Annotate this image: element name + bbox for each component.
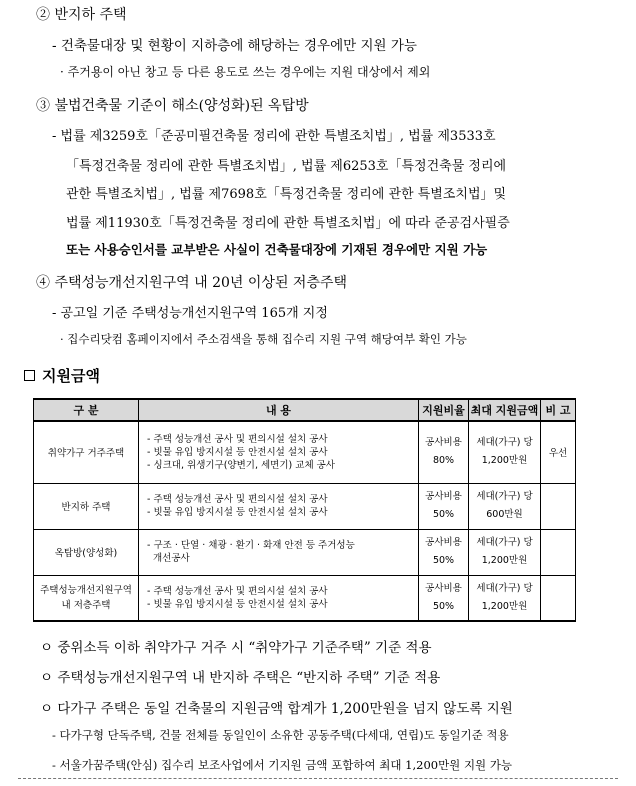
content-line: - 주택 성능개선 공사 및 편의시설 설치 공사 (147, 494, 328, 505)
amount-label: 세대(가구) 당 (476, 582, 533, 594)
header-content: 내 용 (139, 399, 419, 421)
item3-line3: 관한 특별조치법」, 법률 제7698호「특정건축물 정리에 관한 특별조치법」및 (66, 187, 507, 202)
row-content (139, 483, 419, 529)
note-1: ㅇ 중위소득 이하 취약가구 거주 시 “취약가구 기준주택” 기준 적용 (40, 640, 432, 656)
row-category: 취약가구 거주주택 (34, 421, 139, 483)
ratio-label: 공사비용 (425, 582, 462, 594)
item2-line2: · 주거용이 아닌 창고 등 다른 용도로 쓰는 경우에는 지원 대상에서 제외 (60, 65, 431, 79)
row-content (139, 421, 419, 483)
amount-value: 1,200만원 (481, 600, 528, 612)
note-5: - 서울가꿈주택(안심) 집수리 보조사업에서 기지원 금액 포함하여 최대 1,200만원 지원 가능 (52, 758, 513, 772)
row-note: 우선 (541, 421, 576, 483)
ratio-label: 공사비용 (425, 537, 462, 548)
table-header-row (34, 399, 576, 421)
table-row (34, 575, 576, 621)
ratio-value: 50% (432, 555, 455, 566)
row-content (139, 529, 419, 575)
bottom-divider (18, 778, 618, 779)
row-note (541, 575, 576, 621)
content-line: - 구조 · 단열 · 채광 · 환기 · 화재 안전 등 주거성능 (147, 540, 355, 551)
ratio-value: 80% (432, 455, 455, 467)
row-amount (469, 575, 541, 621)
note-3: ㅇ 다가구 주택은 동일 건축물의 지원금액 합계가 1,200만원을 넘지 않도록 지원 (40, 701, 513, 717)
content-line: - 주택 성능개선 공사 및 편의시설 설치 공사 (147, 585, 328, 597)
row-ratio (419, 575, 469, 621)
row-note (541, 529, 576, 575)
row-category: 주택성능개선지원구역 내 저층주택 (34, 575, 139, 621)
note-2: ㅇ 주택성능개선지원구역 내 반지하 주택은 “반지하 주택” 기준 적용 (40, 670, 441, 686)
item3-line4: 법률 제11930호「특정건축물 정리에 관한 특별조치법」에 따라 준공검사필증 (66, 216, 510, 231)
row-category: 반지하 주택 (34, 483, 139, 529)
row-note (541, 483, 576, 529)
item4-heading: ④ 주택성능개선지원구역 내 20년 이상된 저층주택 (36, 275, 348, 291)
row-ratio (419, 421, 469, 483)
header-category: 구 분 (34, 399, 139, 421)
item3-line1: - 법률 제3259호「준공미필건축물 정리에 관한 특별조치법」, 법률 제3533호 (52, 129, 496, 144)
row-amount (469, 529, 541, 575)
content-line: - 빗물 유입 방지시설 등 안전시설 설치 공사 (147, 598, 328, 610)
support-amount-table (33, 398, 576, 622)
row-ratio (419, 483, 469, 529)
item3-line2: 「특정건축물 정리에 관한 특별조치법」, 법률 제6253호「특정건축물 정리에 (66, 159, 507, 174)
content-line: - 빗물 유입 방지시설 등 안전시설 설치 공사 (147, 446, 328, 458)
item2-line1: - 건축물대장 및 현황이 지하층에 해당하는 경우에만 지원 가능 (52, 38, 417, 54)
section-title: 지원금액 (42, 367, 100, 385)
item3-line5: 또는 사용승인서를 교부받은 사실이 건축물대장에 기재된 경우에만 지원 가능 (66, 242, 488, 257)
header-note: 비 고 (541, 399, 576, 421)
row-amount (469, 483, 541, 529)
header-ratio: 지원비율 (419, 399, 469, 421)
row-ratio (419, 529, 469, 575)
amount-label: 세대(가구) 당 (476, 437, 533, 449)
note-4: - 다가구형 단독주택, 건물 전체를 동일인이 소유한 공동주택(다세대, 연립)도 동일기준 적용 (52, 728, 509, 742)
ratio-value: 50% (432, 600, 455, 612)
table-row (34, 483, 576, 529)
amount-label: 세대(가구) 당 (476, 537, 533, 548)
amount-value: 1,200만원 (481, 555, 528, 566)
amount-value: 1,200만원 (481, 455, 528, 467)
item4-line2: · 집수리닷컴 홈페이지에서 주소검색을 통해 집수리 지원 구역 해당여부 확인 가능 (60, 332, 467, 346)
row-amount (469, 421, 541, 483)
table-row (34, 529, 576, 575)
table-row (34, 421, 576, 483)
header-max-amount: 최대 지원금액 (469, 399, 541, 421)
content-line: - 싱크대, 위생기구(양변기, 세면기) 교체 공사 (147, 459, 335, 471)
content-line: - 빗물 유입 방지시설 등 안전시설 설치 공사 (147, 507, 328, 518)
amount-value: 600만원 (486, 509, 523, 520)
item4-line1: - 공고일 기준 주택성능개선지원구역 165개 지정 (52, 306, 328, 321)
ratio-label: 공사비용 (425, 437, 462, 449)
ratio-label: 공사비용 (425, 491, 462, 502)
content-line: 개선공사 (153, 553, 190, 564)
item2-heading: ② 반지하 주택 (36, 7, 127, 23)
content-line: - 주택 성능개선 공사 및 편의시설 설치 공사 (147, 433, 328, 445)
amount-label: 세대(가구) 당 (476, 491, 533, 502)
ratio-value: 50% (432, 509, 455, 520)
item3-heading: ③ 불법건축물 기준이 해소(양성화)된 옥탑방 (36, 98, 309, 114)
row-content (139, 575, 419, 621)
row-category: 옥탑방(양성화) (34, 529, 139, 575)
section-box-icon (24, 370, 35, 381)
